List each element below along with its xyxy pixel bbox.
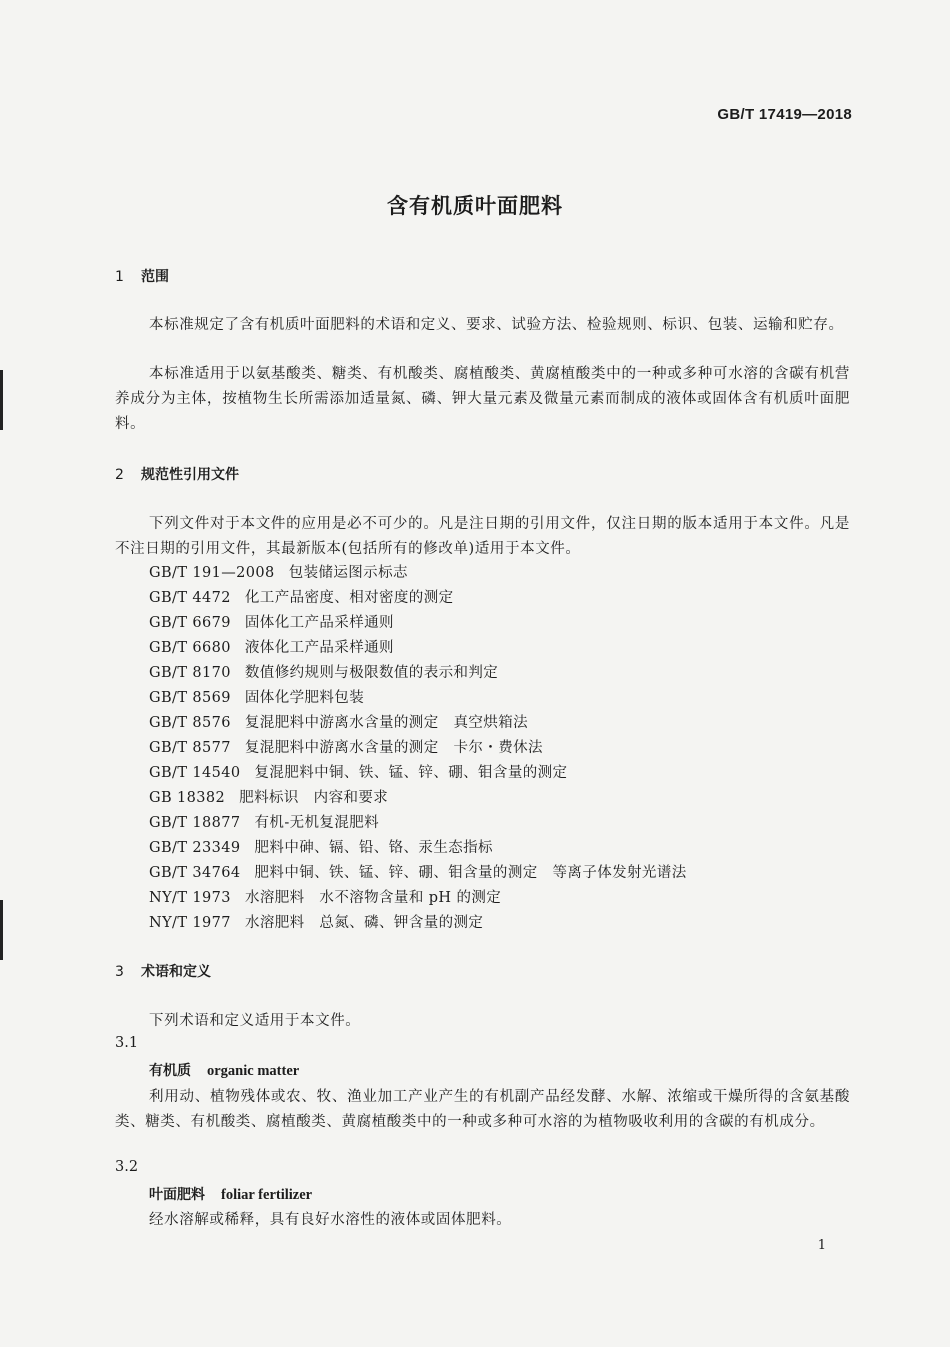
scan-edge-mark — [0, 900, 3, 960]
reference-title: 包装储运图示标志 — [288, 565, 408, 581]
reference-title: 化工产品密度、相对密度的测定 — [244, 590, 454, 606]
section-2-intro: 下列文件对于本文件的应用是必不可少的。凡是注日期的引用文件，仅注日期的版本适用于本文件。凡是不注日期的引用文件，其最新版本(包括所有的修改单)适用于本文件。 — [115, 516, 850, 557]
reference-title: 有机-无机复混肥料 — [254, 815, 380, 831]
reference-item — [149, 736, 849, 761]
section-3-intro: 下列术语和定义适用于本文件。 — [149, 1013, 361, 1029]
reference-code: GB/T 8170 — [149, 665, 231, 681]
reference-title: 固体化工产品采样通则 — [244, 615, 394, 631]
reference-code: GB 18382 — [149, 790, 226, 806]
reference-code: NY/T 1973 — [149, 890, 231, 906]
section-title: 术语和定义 — [141, 964, 211, 980]
reference-title: 肥料中砷、镉、铅、铬、汞生态指标 — [254, 840, 493, 856]
section-1-heading — [115, 266, 169, 286]
reference-item — [149, 611, 849, 636]
section-title: 范围 — [141, 269, 169, 285]
reference-item — [149, 711, 849, 736]
section-1-paragraph: 本标准规定了含有机质叶面肥料的术语和定义、要求、试验方法、检验规则、标识、包装、运输和贮存。 — [149, 317, 844, 333]
reference-title: 液体化工产品采样通则 — [244, 640, 394, 656]
scan-edge-mark — [0, 370, 3, 430]
reference-title: 复混肥料中游离水含量的测定 真空烘箱法 — [244, 715, 529, 731]
reference-item — [149, 786, 849, 811]
reference-title: 肥料中铜、铁、锰、锌、硼、钼含量的测定 等离子体发射光谱法 — [254, 865, 687, 881]
reference-title: 固体化学肥料包装 — [244, 690, 365, 706]
term-definition: 经水溶解或稀释，具有良好水溶性的液体或固体肥料。 — [149, 1212, 512, 1228]
term-number: 3.2 — [115, 1159, 139, 1175]
term-heading — [149, 1060, 299, 1080]
term-en: foliar fertilizer — [221, 1187, 313, 1203]
term-heading — [149, 1184, 312, 1204]
term-zh: 叶面肥料 — [149, 1187, 205, 1203]
reference-item — [149, 861, 849, 886]
reference-code: GB/T 23349 — [149, 840, 241, 856]
reference-code: GB/T 6680 — [149, 640, 231, 656]
reference-item — [149, 561, 849, 586]
term-zh: 有机质 — [149, 1063, 191, 1079]
section-number: 1 — [115, 269, 124, 285]
reference-item — [149, 686, 849, 711]
reference-item — [149, 886, 849, 911]
reference-title: 肥料标识 内容和要求 — [239, 790, 389, 806]
reference-title: 数值修约规则与极限数值的表示和判定 — [244, 665, 499, 681]
reference-title: 复混肥料中铜、铁、锰、锌、硼、钼含量的测定 — [254, 765, 568, 781]
section-number: 3 — [115, 964, 124, 980]
reference-item — [149, 586, 849, 611]
reference-code: GB/T 191—2008 — [149, 565, 275, 581]
reference-item — [149, 836, 849, 861]
reference-list — [149, 561, 849, 936]
term-number: 3.1 — [115, 1035, 139, 1051]
reference-code: GB/T 34764 — [149, 865, 241, 881]
section-1-paragraph: 本标准适用于以氨基酸类、糖类、有机酸类、腐植酸类、黄腐植酸类中的一种或多种可水溶的含碳有机营养成分为主体，按植物生长所需添加适量氮、磷、钾大量元素及微量元素而制成的液体或固体含有机质叶面肥料。 — [115, 366, 850, 432]
reference-item — [149, 636, 849, 661]
reference-code: GB/T 18877 — [149, 815, 241, 831]
reference-title: 水溶肥料 总氮、磷、钾含量的测定 — [244, 915, 484, 931]
section-2-heading — [115, 464, 239, 484]
section-number: 2 — [115, 467, 124, 483]
document-title: 含有机质叶面肥料 — [387, 194, 563, 218]
reference-code: GB/T 14540 — [149, 765, 241, 781]
standard-code: GB/T 17419—2018 — [717, 106, 852, 123]
reference-title: 复混肥料中游离水含量的测定 卡尔・费休法 — [244, 740, 543, 756]
reference-item — [149, 811, 849, 836]
reference-item — [149, 911, 849, 936]
reference-code: GB/T 4472 — [149, 590, 231, 606]
reference-code: GB/T 8569 — [149, 690, 231, 706]
reference-code: NY/T 1977 — [149, 915, 231, 931]
reference-item — [149, 761, 849, 786]
section-title: 规范性引用文件 — [141, 467, 239, 483]
reference-code: GB/T 8576 — [149, 715, 231, 731]
term-definition: 利用动、植物残体或农、牧、渔业加工产业产生的有机副产品经发酵、水解、浓缩或干燥所得的含氨基酸类、糖类、有机酸类、腐植酸类、黄腐植酸类中的一种或多种可水溶的为植物吸收利用的含碳的有机成分。 — [115, 1089, 850, 1130]
reference-title: 水溶肥料 水不溶物含量和 pH 的测定 — [244, 890, 502, 906]
section-3-heading — [115, 961, 211, 981]
reference-code: GB/T 6679 — [149, 615, 231, 631]
page-number: 1 — [817, 1238, 826, 1253]
reference-item — [149, 661, 849, 686]
term-en: organic matter — [207, 1063, 300, 1079]
reference-code: GB/T 8577 — [149, 740, 231, 756]
